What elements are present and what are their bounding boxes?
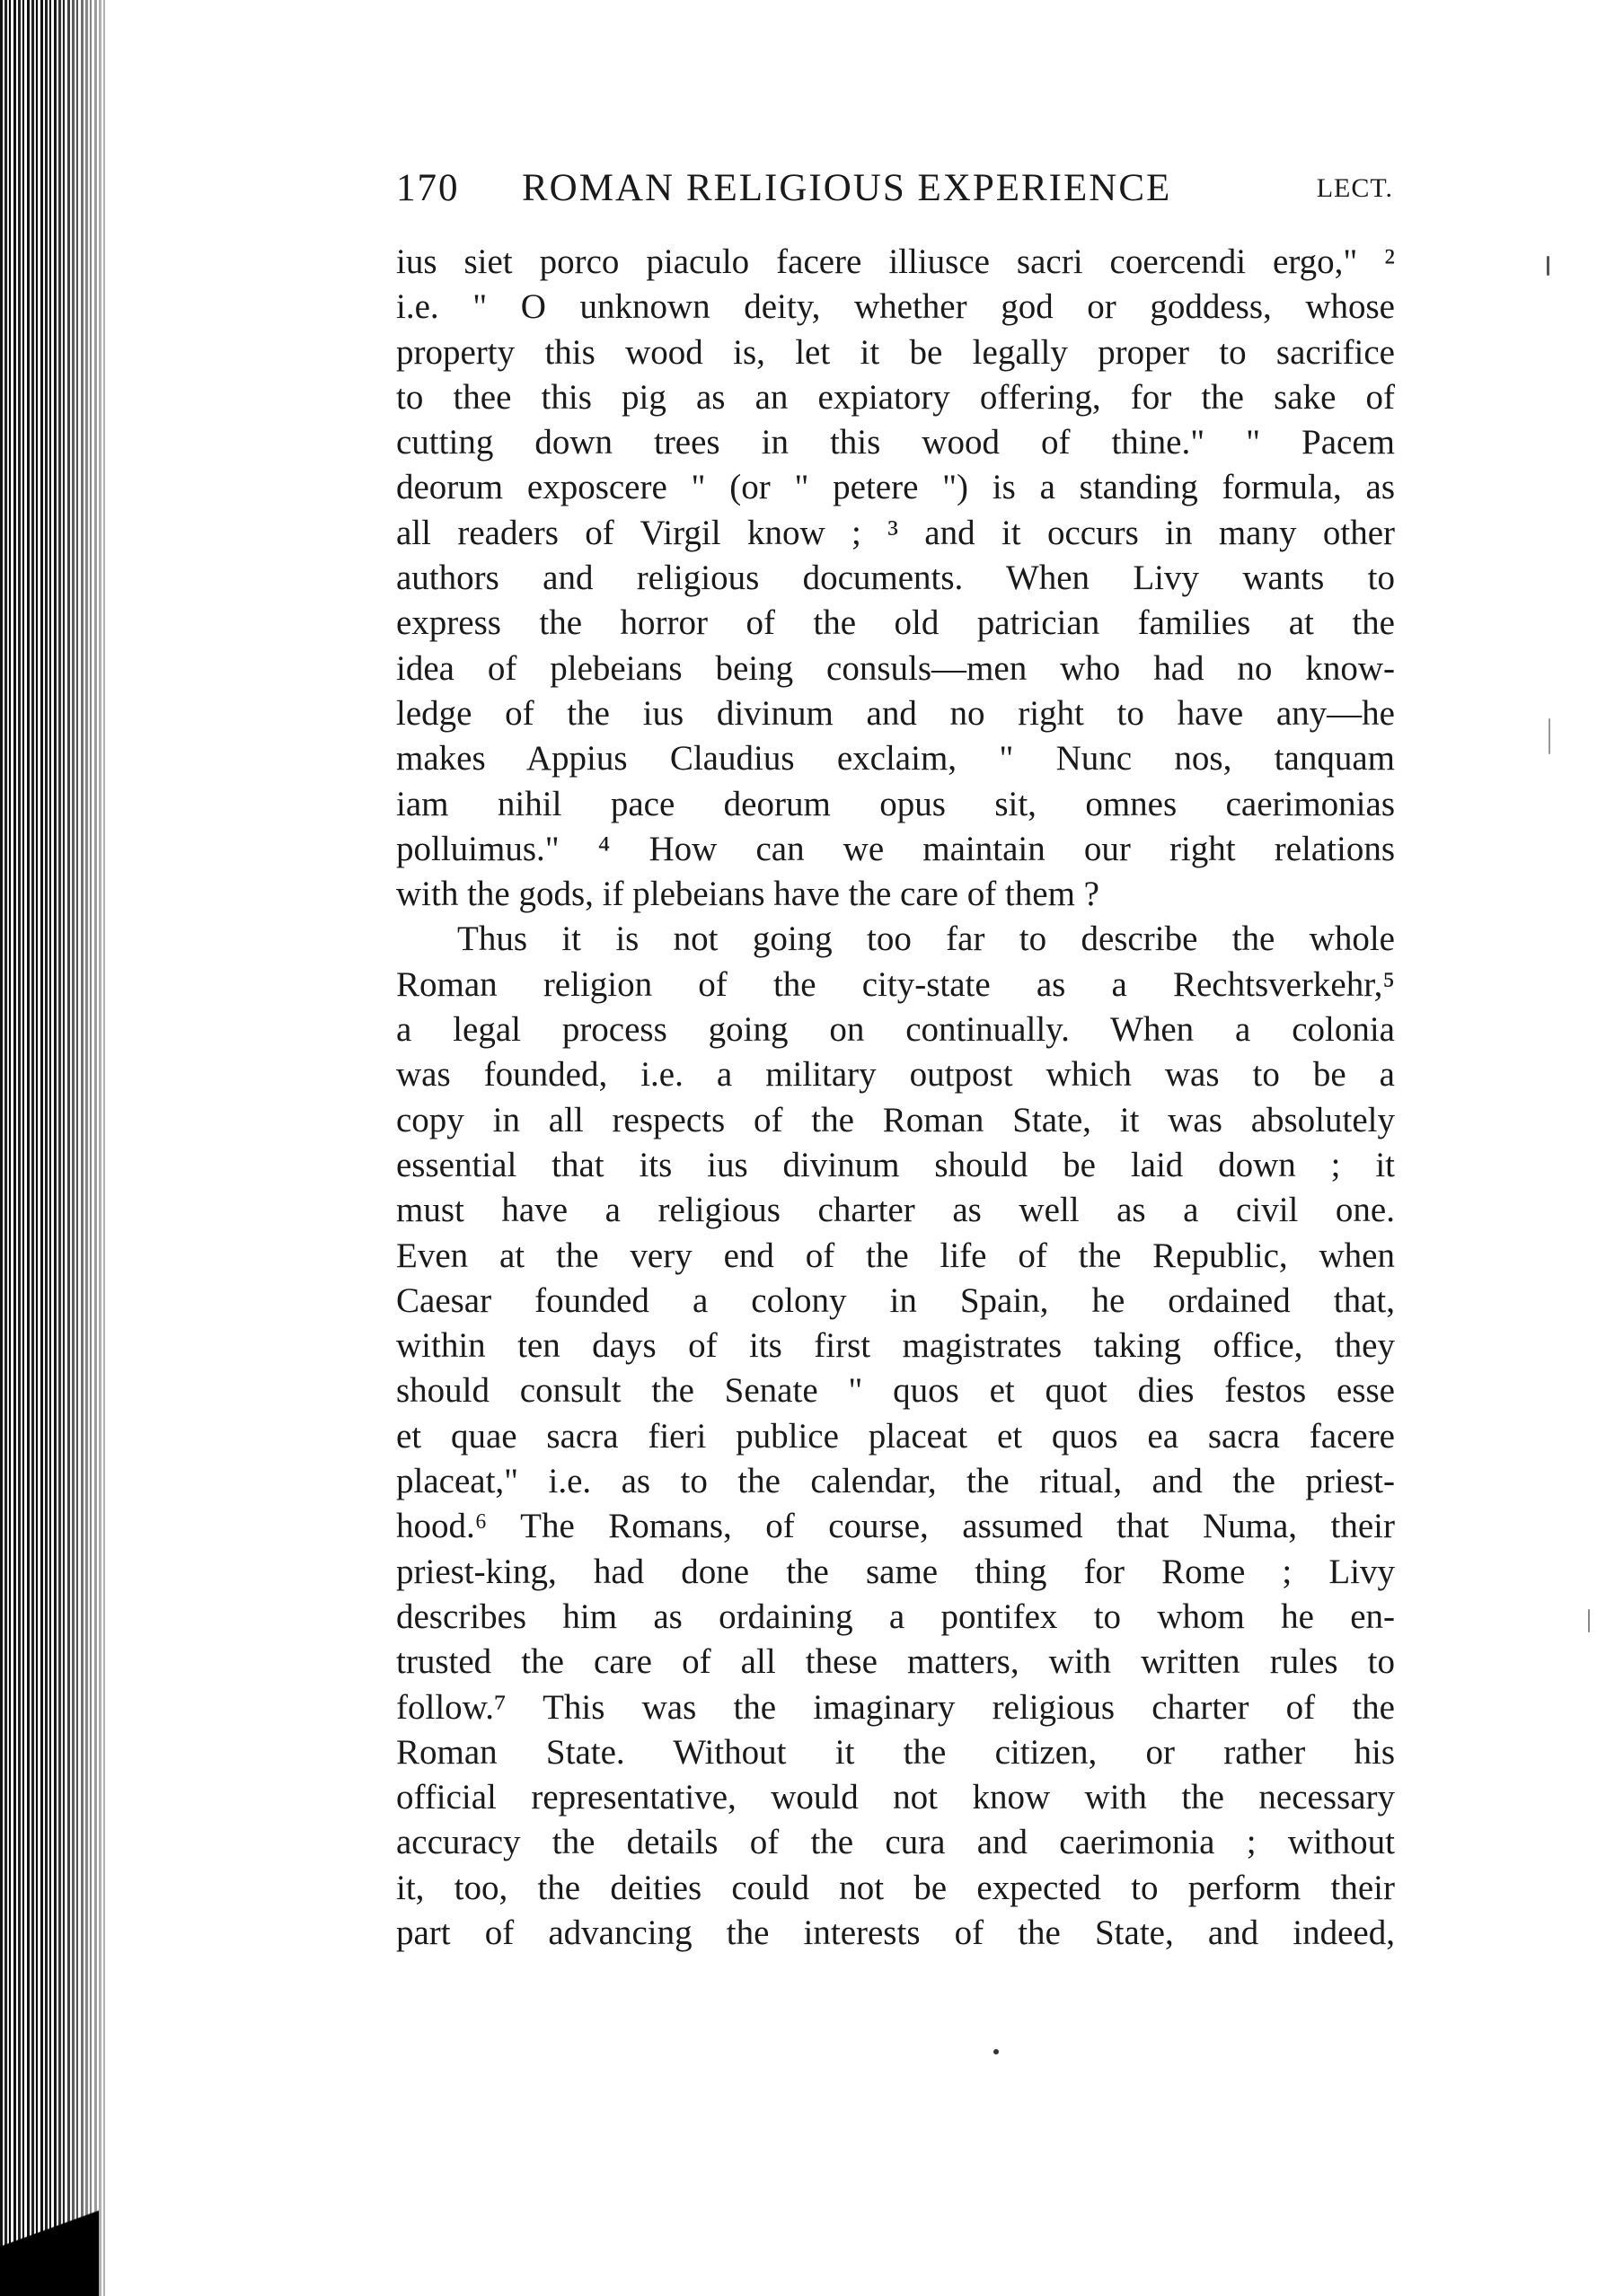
text-line: property this wood is, let it be legally proper to sacrifice <box>396 332 1395 372</box>
text-line: describes him as ordaining a pontifex to whom he en- <box>396 1597 1395 1636</box>
text-line: ius siet porco piaculo facere illiusce sacri coercendi ergo," ² <box>396 242 1395 281</box>
text-line: a legal process going on continually. When a colonia <box>396 1010 1395 1050</box>
text-line: part of advancing the interests of the State, and indeed, <box>396 1913 1395 1952</box>
text-line: was founded, i.e. a military outpost which was to be a <box>396 1055 1395 1095</box>
text-line: idea of plebeians being consuls—men who had no know- <box>396 648 1395 688</box>
text-line: iam nihil pace deorum opus sit, omnes caerimonias <box>396 784 1395 823</box>
text-line: deorum exposcere " (or " petere ") is a standing formula, as <box>396 468 1395 507</box>
page-body <box>396 240 1395 1956</box>
text-line: accuracy the details of the cura and caerimonia ; without <box>396 1823 1395 1862</box>
text-line: trusted the care of all these matters, with written rules to <box>396 1642 1395 1682</box>
text-line: Roman religion of the city-state as a Rechtsverkehr,⁵ <box>396 964 1395 1004</box>
text-line: et quae sacra fieri publice placeat et quos ea sacra facere <box>396 1416 1395 1456</box>
section-mark: LECT. <box>1316 173 1393 203</box>
running-title: ROMAN RELIGIOUS EXPERIENCE <box>522 167 1172 209</box>
scan-speck <box>1548 718 1550 754</box>
text-line: all readers of Virgil know ; ³ and it occurs in many other <box>396 513 1395 552</box>
text-line: hood.⁶ The Romans, of course, assumed that Numa, their <box>396 1507 1395 1546</box>
text-line: should consult the Senate " quos et quot dies festos esse <box>396 1371 1395 1411</box>
text-line: to thee this pig as an expiatory offering, for the sake of <box>396 377 1395 417</box>
text-line: essential that its ius divinum should be laid down ; it <box>396 1145 1395 1184</box>
scan-speck <box>1547 256 1549 276</box>
text-line: must have a religious charter as well as a civil one. <box>396 1191 1395 1230</box>
text-line: polluimus." ⁴ How can we maintain our right relations <box>396 829 1395 868</box>
page-number: 170 <box>396 167 460 209</box>
text-line: makes Appius Claudius exclaim, " Nunc nos, tanquam <box>396 739 1395 779</box>
text-line: i.e. " O unknown deity, whether god or goddess, whose <box>396 287 1395 327</box>
text-line: Caesar founded a colony in Spain, he ordained that, <box>396 1280 1395 1320</box>
text-line: official representative, would not know with the necessary <box>396 1778 1395 1817</box>
scan-speck <box>1588 1609 1590 1632</box>
gutter-shading <box>54 0 126 2296</box>
text-line: within ten days of its first magistrates taking office, they <box>396 1326 1395 1366</box>
text-line: express the horror of the old patrician families at the <box>396 603 1395 643</box>
paragraph-first-line: Thus it is not going too far to describe the whole <box>457 919 1395 959</box>
text-line: Roman State. Without it the citizen, or rather his <box>396 1732 1395 1772</box>
text-line: Even at the very end of the life of the Republic, when <box>396 1236 1395 1275</box>
text-line: follow.⁷ This was the imaginary religious charter of the <box>396 1687 1395 1727</box>
running-header <box>396 166 1400 216</box>
text-line: authors and religious documents. When Livy wants to <box>396 559 1395 598</box>
text-line: ledge of the ius divinum and no right to have any—he <box>396 693 1395 733</box>
text-line: copy in all respects of the Roman State, it was absolutely <box>396 1100 1395 1139</box>
text-line: it, too, the deities could not be expected to perform their <box>396 1868 1395 1907</box>
gutter-corner-shadow <box>0 2188 99 2296</box>
text-line: priest-king, had done the same thing for Rome ; Livy <box>396 1552 1395 1591</box>
scan-speck <box>993 2049 999 2054</box>
paragraph-last-line: with the gods, if plebeians have the care of them ? <box>396 875 1099 914</box>
text-line: cutting down trees in this wood of thine." " Pacem <box>396 423 1395 462</box>
text-line: placeat," i.e. as to the calendar, the ritual, and the priest- <box>396 1462 1395 1501</box>
